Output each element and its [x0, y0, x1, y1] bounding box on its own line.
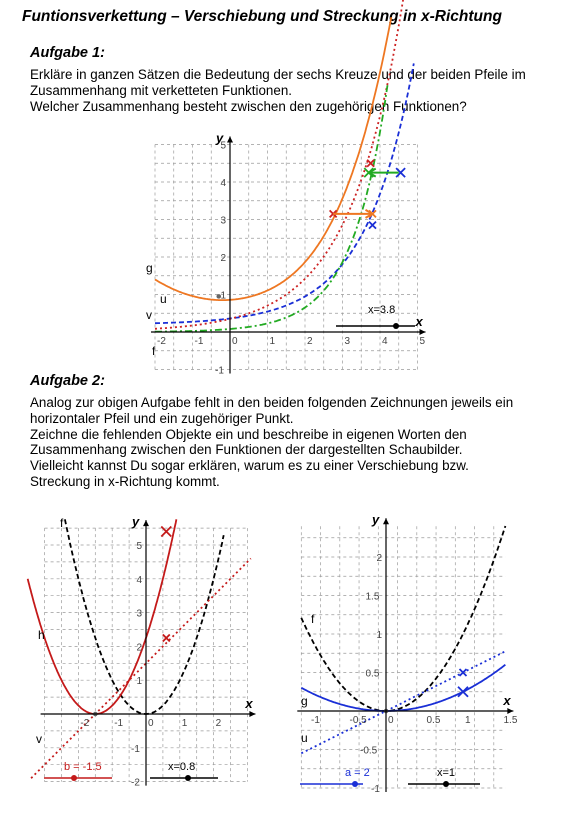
graph3-x-axis-label: x	[503, 693, 511, 708]
task2-line: horizontaler Pfeil und ein zugehöriger Punkt.	[30, 410, 294, 426]
y-tick-label: -1	[371, 784, 380, 795]
curve-f	[65, 519, 224, 714]
x-tick-label: -1	[114, 718, 124, 729]
y-axis-arrowhead	[383, 518, 389, 524]
graph2-y-axis-label: y	[132, 514, 140, 530]
x-tick-label: 1	[181, 718, 188, 729]
graph2-label-h: h	[38, 628, 45, 642]
graph3-label-g: g	[301, 694, 308, 708]
task1-line: Erkläre in ganzen Sätzen die Bedeutung der sechs Kreuze und der beiden Pfeile im	[30, 67, 526, 82]
x-tick-label: -2	[157, 336, 166, 347]
task2-line: Zeichne die fehlenden Objekte ein und beschreibe in eigenen Worten den	[30, 426, 467, 442]
x-axis-arrowhead	[420, 329, 426, 335]
x-tick-label: 4	[382, 336, 388, 347]
graph3-slider-x-label: x=1	[437, 767, 456, 779]
y-tick-label: 4	[220, 178, 227, 189]
y-tick-label: 5	[136, 541, 143, 552]
y-tick-label: 2	[220, 253, 227, 264]
y-tick-label: 3	[136, 608, 143, 620]
x-tick-label: 1	[269, 336, 276, 347]
graph1-label-f: f	[152, 344, 156, 358]
graph2-x-axis-label: x	[245, 696, 253, 711]
x-tick-label: 2	[215, 718, 222, 729]
x-tick-label: 3	[344, 336, 351, 347]
x-tick-label: -1	[194, 336, 204, 347]
graph1-slider-handle[interactable]	[393, 323, 399, 329]
graph3-label-f: f	[311, 612, 315, 626]
y-tick-label: 0.5	[365, 668, 380, 680]
y-tick-label: -1	[215, 365, 224, 377]
graph1-x-axis-label: x	[415, 314, 423, 329]
task1-heading: Aufgabe 1:	[30, 45, 105, 61]
curve-g	[155, 17, 391, 300]
x-tick-label: 5	[419, 336, 426, 347]
y-tick-label: 3	[220, 215, 227, 227]
curve-h	[28, 519, 177, 714]
graph3-slider-a-label: a = 2	[345, 767, 370, 779]
y-tick-label: 2	[136, 642, 143, 654]
task2-heading: Aufgabe 2:	[30, 373, 105, 389]
y-tick-label: 2	[376, 553, 383, 564]
x-tick-label: -2	[80, 718, 90, 729]
task2-line: Streckung in x-Richtung kommt.	[30, 473, 220, 489]
graph2-slider-x-handle[interactable]	[185, 775, 191, 781]
x-tick-label: -1	[311, 715, 320, 726]
graph3-slider-x-handle[interactable]	[443, 781, 449, 787]
graph2-slider-x-label: x=0.8	[168, 761, 196, 773]
task2-line: Analog zur obigen Aufgabe fehlt in den beiden folgenden Zeichnungen jeweils ein	[30, 395, 514, 410]
y-tick-label: 1	[376, 630, 383, 641]
x-axis-arrowhead	[507, 708, 513, 714]
graph2-label-v: v	[36, 732, 42, 746]
x-tick-label: 0	[232, 336, 238, 347]
graph2-slider-b-label: b = -1.5	[64, 761, 102, 773]
task1-line: Zusammenhang mit verketteten Funktionen.	[30, 82, 292, 98]
task2-line: Zusammenhang zwischen den Funktionen der dargestellten Schaubilder.	[30, 442, 463, 458]
graph3-y-axis-label: y	[372, 512, 380, 528]
curve-v	[155, 0, 414, 329]
task1-text	[30, 67, 570, 114]
x-tick-label: 0.5	[426, 715, 441, 726]
graph1-label-u: u	[160, 292, 167, 306]
graph1-slider-label: x=3.8	[368, 304, 396, 316]
y-tick-label: 4	[136, 574, 143, 586]
cross-v	[163, 634, 170, 641]
task1-line: Welcher Zusammenhang besteht zwischen den zugehörigen Funktionen?	[30, 98, 467, 114]
y-tick-label: -2	[131, 777, 140, 789]
y-axis-arrowhead	[227, 137, 233, 143]
graph2-slider-b-handle[interactable]	[71, 775, 77, 781]
graph1-label-v: v	[146, 308, 152, 322]
x-tick-label: 1	[465, 715, 471, 726]
graph3-label-u: u	[301, 731, 308, 745]
y-tick-label: 1.5	[365, 591, 380, 603]
graph3-function-plot	[295, 512, 535, 795]
cross-u2	[369, 222, 376, 229]
y-tick-label: 5	[220, 140, 227, 152]
x-tick-label: 0	[388, 715, 394, 726]
graph1-function-plot	[140, 122, 440, 377]
graph3-slider-a-handle[interactable]	[352, 781, 358, 787]
y-tick-label: 1	[136, 676, 143, 688]
y-tick-label: -0.5	[360, 745, 378, 757]
task2-line: Vielleicht kannst Du sogar erklären, warum es zu einer Verschiebung bzw.	[30, 458, 469, 474]
y-tick-label: 1	[220, 290, 227, 302]
curve-v	[31, 559, 251, 779]
x-tick-label: 2	[307, 336, 313, 347]
y-tick-label: -1	[131, 743, 140, 755]
x-tick-label: 1.5	[503, 715, 518, 726]
x-tick-label: -0.5	[349, 715, 367, 726]
x-axis-arrowhead	[249, 711, 255, 717]
graph2-function-plot	[30, 505, 255, 800]
page-title: Funtionsverkettung – Verschiebung und Streckung in x-Richtung	[22, 8, 502, 25]
y-axis-arrowhead	[143, 520, 149, 526]
graph2-label-f: f	[60, 516, 64, 530]
x-tick-label: 0	[148, 718, 154, 729]
task2-text	[30, 395, 570, 490]
graph1-label-g: g	[146, 261, 153, 275]
graph1-y-axis-label: y	[216, 130, 224, 146]
